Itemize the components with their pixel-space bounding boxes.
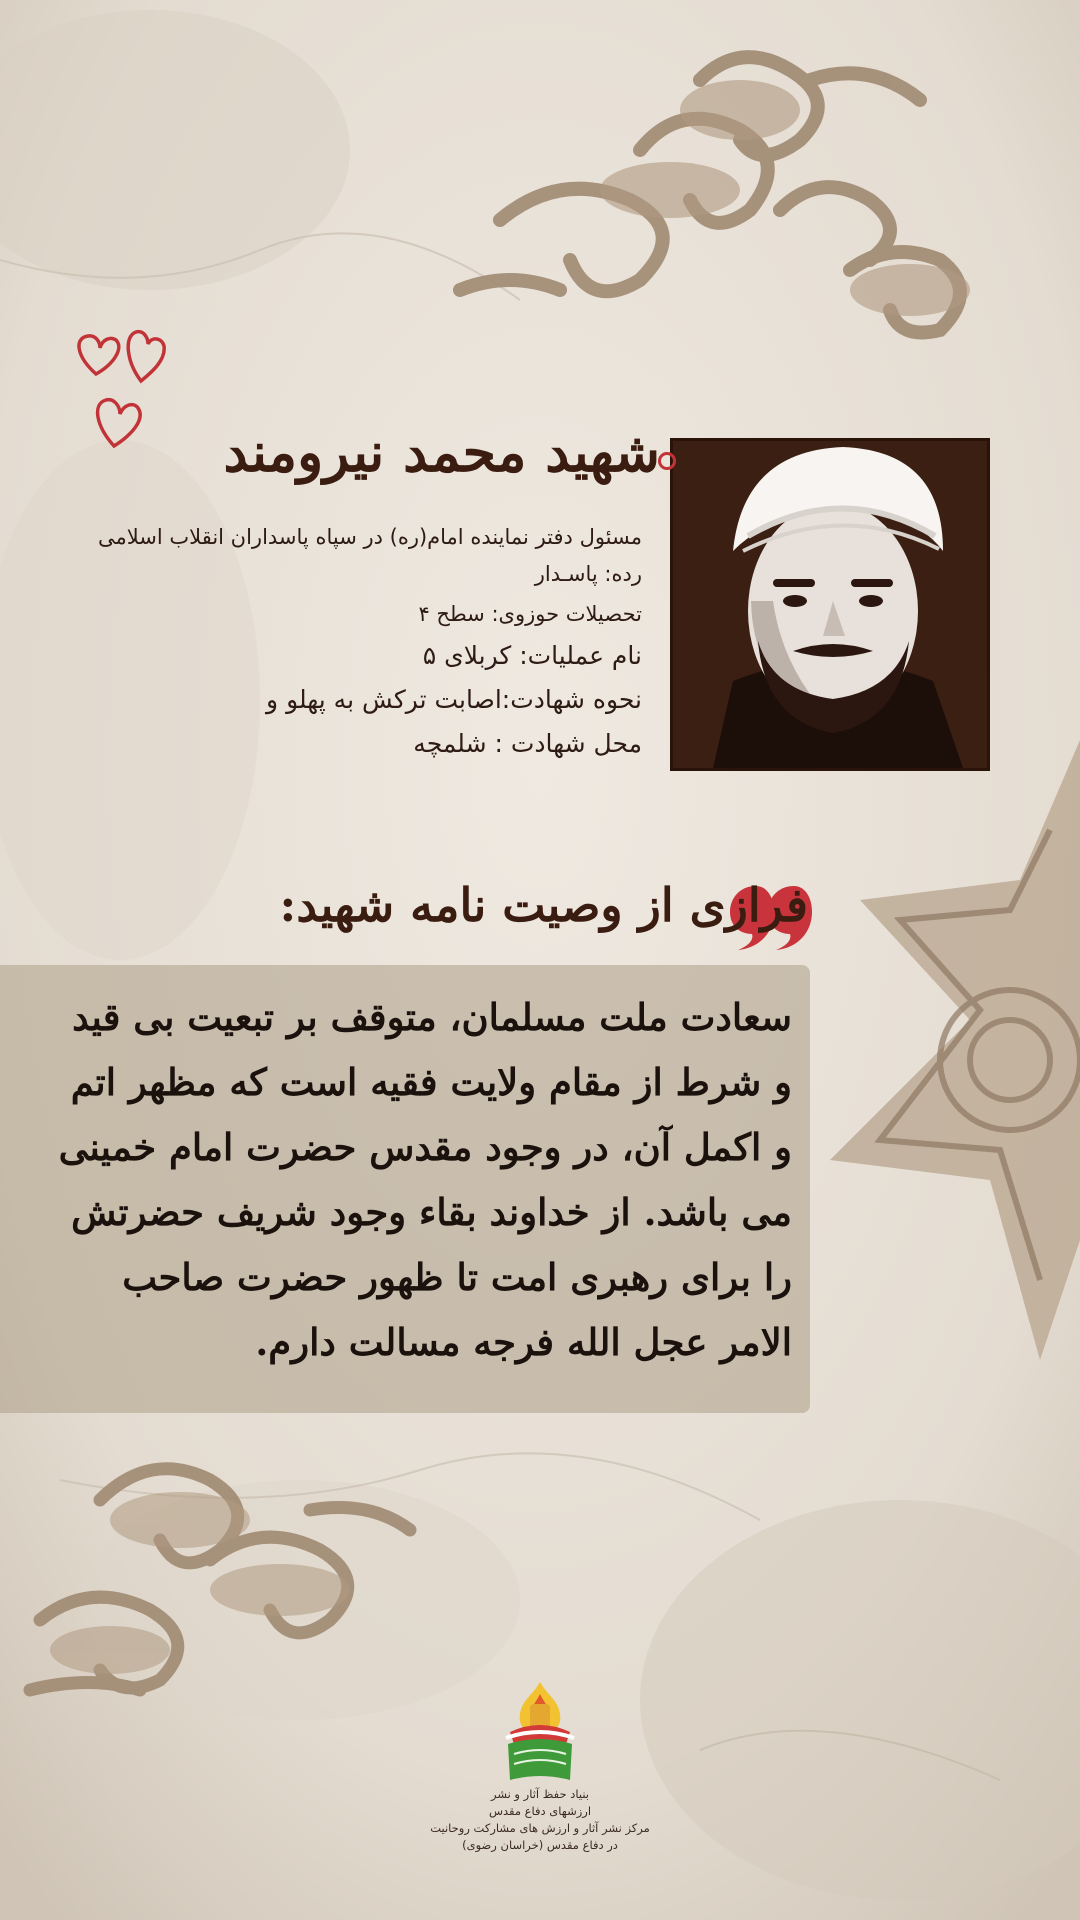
will-quote-text <box>52 985 792 1375</box>
top-cloud-ornament <box>440 40 1000 360</box>
bio-martyrdom-place: محل شهادت : شلمچه <box>413 729 642 758</box>
bio-operation: نام عملیات: کربلای ۵ <box>422 641 642 670</box>
will-line: سعادت ملت مسلمان، متوقف بر تبعیت بی قید <box>72 995 792 1039</box>
bio-position: مسئول دفتر نماینده امام(ره) در سپاه پاسداران انقلاب اسلامی <box>98 525 642 549</box>
will-line: و شرط از مقام ولایت فقیه است که مظهر اتم <box>70 1060 792 1104</box>
title-dot-icon <box>658 452 676 470</box>
bottom-cloud-ornament <box>10 1440 450 1710</box>
will-line: را برای رهبری امت تا ظهور حضرت صاحب <box>122 1255 792 1299</box>
bio-martyrdom-manner: نحوه شهادت:اصابت ترکش به پهلو و <box>266 685 642 714</box>
bio-education: تحصیلات حوزوی: سطح ۴ <box>418 602 642 626</box>
will-line: و اکمل آن، در وجود مقدس حضرت امام خمینی <box>58 1125 792 1169</box>
org-line: مرکز نشر آثار و ارزش های مشارکت روحانیت <box>430 1821 650 1835</box>
star-ornament <box>820 680 1080 1480</box>
shahid-portrait <box>670 438 990 771</box>
org-line: در دفاع مقدس (خراسان رضوی) <box>462 1838 618 1852</box>
foundation-logo <box>500 1680 580 1786</box>
org-line: ارزشهای دفاع مقدس <box>488 1804 592 1818</box>
will-line: الامر عجل الله فرجه مسالت دارم. <box>255 1320 792 1364</box>
will-heading: فرازی از وصیت نامه شهید: <box>279 878 808 932</box>
org-line: بنیاد حفظ آثار و نشر <box>490 1787 590 1801</box>
shahid-name-title: شهید محمد نیرومند <box>223 420 660 484</box>
bio-block <box>22 520 642 766</box>
organization-credit <box>400 1786 680 1854</box>
will-line: می باشد. از خداوند بقاء وجود شریف حضرتش <box>71 1190 792 1234</box>
bio-rank: رده: پاسـدار <box>534 562 642 586</box>
